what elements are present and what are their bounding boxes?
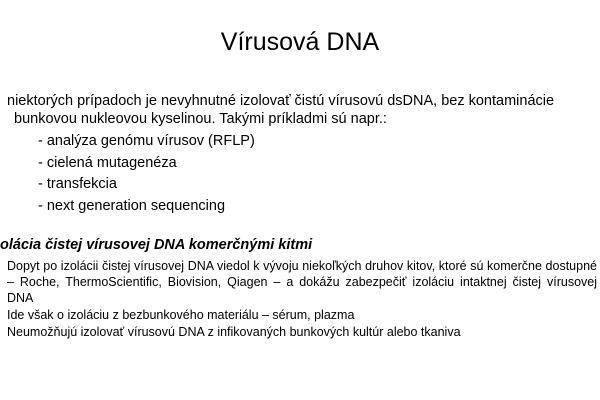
example-item: - analýza genómu vírusov (RFLP): [38, 133, 255, 149]
intro-line-1: niektorých prípadoch je nevyhnutné izolovať čistú vírusovú dsDNA, bez kontaminácie: [7, 93, 555, 109]
intro-paragraph: [7, 93, 554, 128]
bullet-item: Ide však o izoláciu z bezbunkového materiálu – sérum, plazma: [7, 308, 355, 322]
slide-title: Vírusová DNA: [220, 28, 380, 56]
bullet-list: [7, 258, 597, 341]
example-item: - next generation sequencing: [38, 197, 226, 214]
bullet-item: Dopyt po izolácii čistej vírusovej DNA viedol k vývoju niekoľkých druhov kitov, ktoré sú komerčne dostupné – Roche, ThermoScientific, Biovision, Qiagen – a dokážu zabezpečiť izoláciu intaktnej čistej vírusovej DNA: [7, 259, 597, 305]
example-item: - cielená mutagenéza: [38, 154, 177, 171]
example-item: - transfekcia: [38, 176, 117, 192]
examples-list: [38, 131, 255, 217]
section-heading: olácia čistej vírusovej DNA komerčnými kitmi: [0, 237, 313, 253]
bullet-item: Neumožňujú izolovať vírusovú DNA z infikovaných bunkových kultúr alebo tkaniva: [7, 325, 461, 339]
intro-line-2: bunkovou nukleovou kyselinou. Takými príkladmi sú napr.:: [14, 110, 387, 127]
